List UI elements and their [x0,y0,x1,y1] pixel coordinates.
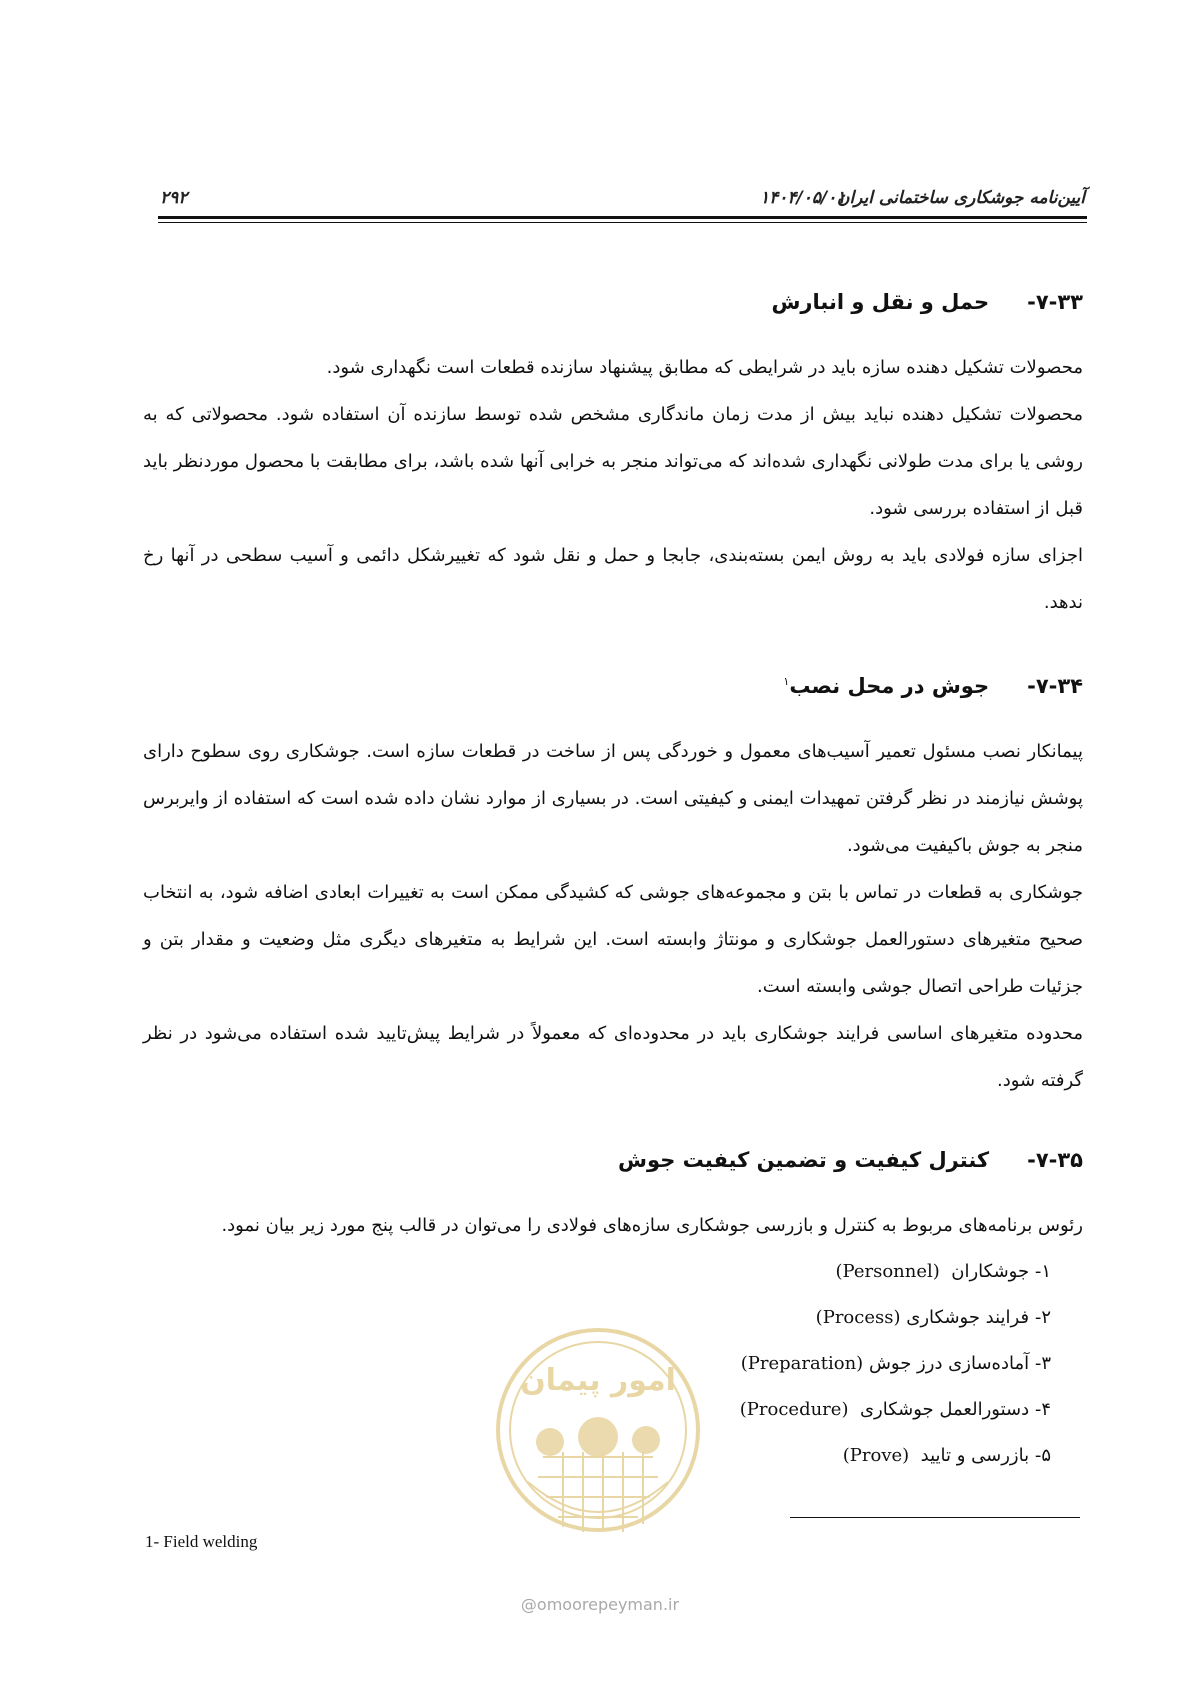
footnote-separator [790,1517,1080,1518]
section-title: جوش در محل نصب [789,674,990,698]
page-number: ۲۹۲ [160,188,188,208]
section-title: کنترل کیفیت و تضمین کیفیت جوش [618,1148,990,1172]
header-rule-thick [158,216,1087,219]
header-title: آیین‌نامه جوشکاری ساختمانی ایران [836,188,1085,208]
section-heading-7-34 [143,662,1083,706]
list-item: ۵- بازرسی و تایید (Prove) [842,1445,1051,1466]
list-item: ۱- جوشکاران (Personnel) [835,1261,1051,1282]
section-number: ۷-۳۳- [1027,290,1083,314]
paragraph: محدوده متغیرهای اساسی فرایند جوشکاری باید در محدوده‌ای که معمولاً در شرایط پیش‌تایید شده استفاده می‌شود در نظر گرفته شود. [143,1023,1083,1091]
footnote-reference[interactable]: ۱ [783,675,790,688]
list-item: ۲- فرایند جوشکاری (Process) [815,1307,1051,1328]
paragraph: اجزای سازه فولادی باید به روش ایمن بسته‌بندی، جابجا و حمل و نقل شود که تغییرشکل دائمی و آسیب سطحی در آنها رخ ندهد. [143,545,1083,613]
paragraph: رئوس برنامه‌های مربوط به کنترل و بازرسی جوشکاری سازه‌های فولادی را می‌توان در قالب پنج مورد زیر بیان نمود. [221,1215,1083,1236]
paragraph: جوشکاری به قطعات در تماس با بتن و مجموعه‌های جوشی که کشیدگی ممکن است به تغییرات ابعادی اضافه شود، به انتخاب صحیح متغیرهای دستورالعمل جوشکاری و مونتاژ وابسته است. این شرایط به متغیرهای دیگری مثل وضعیت و مقدار بتن و جزئیات طراحی اتصال جوشی وابسته است. [143,882,1083,997]
body-content [143,282,1083,1479]
watermark-stamp-icon [488,1312,708,1582]
watermark-caption: @omoorepeyman.ir [520,1595,680,1614]
paragraph: محصولات تشکیل دهنده سازه باید در شرایطی که مطابق پیشنهاد سازنده قطعات است نگهداری شود. [326,357,1083,378]
paragraph: محصولات تشکیل دهنده نباید بیش از مدت زمان ماندگاری مشخص شده توسط سازنده آن استفاده شود. محصولاتی که به روشی یا برای مدت طولانی نگهداری شده‌اند که می‌تواند منجر به خرابی آنها شده باشد، برای مطابقت با محصول موردنظر باید قبل از استفاده بررسی شود. [143,404,1083,519]
section-title: حمل و نقل و انبارش [771,290,990,314]
footnote: 1- Field welding [145,1532,258,1551]
paragraph: پیمانکار نصب مسئول تعمیر آسیب‌های معمول و خوردگی پس از ساخت در قطعات سازه است. جوشکاری روی سطوح دارای پوشش نیازمند در نظر گرفتن تمهیدات ایمنی و کیفیتی است. در بسیاری از موارد نشان داده شده است که استفاده از وایربرس منجر به جوش باکیفیت می‌شود. [143,741,1083,856]
section-number: ۷-۳۵- [1027,1148,1083,1172]
watermark-logo-text: امور پیمان [520,1363,676,1398]
running-header [160,188,1085,210]
section-heading-7-35 [143,1140,1083,1180]
section-number: ۷-۳۴- [1027,674,1083,698]
header-date: ۱۴۰۴/۰۵/۰۱ [760,188,846,208]
header-rule-thin [158,222,1087,223]
list-item: ۴- دستورالعمل جوشکاری (Procedure) [739,1399,1051,1420]
list-item: ۳- آماده‌سازی درز جوش (Preparation) [740,1353,1051,1374]
section-heading-7-33 [143,282,1083,322]
